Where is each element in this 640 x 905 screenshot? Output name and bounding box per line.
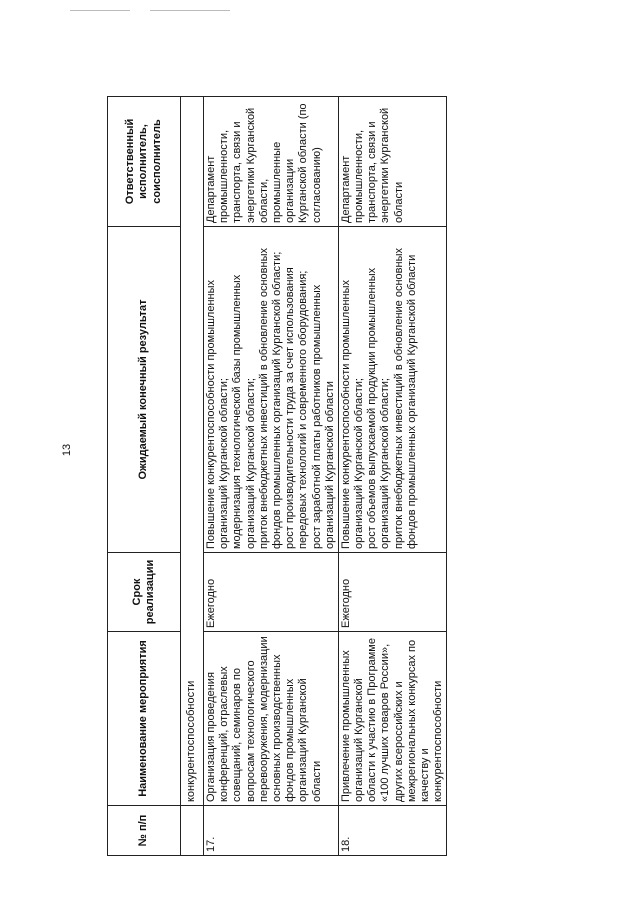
activities-table bbox=[107, 96, 447, 856]
result-line: модернизация технологической базы промышленных организаций Курганской области; bbox=[231, 274, 257, 549]
table-header-row bbox=[108, 97, 181, 856]
row-term: Ежегодно bbox=[204, 553, 339, 632]
row-number: 17. bbox=[204, 806, 339, 856]
header-name: Наименование мероприятия bbox=[108, 632, 181, 806]
header-result: Ожидаемый конечный результат bbox=[108, 227, 181, 553]
section-row bbox=[181, 97, 204, 856]
header-responsible: Ответственный исполнитель, соисполнитель bbox=[108, 97, 181, 227]
scan-mark bbox=[70, 10, 130, 11]
row-responsible: Департамент промышленности, транспорта, связи и энергетики Курганской области, промышленные организации Курганской области (по согласованию) bbox=[204, 97, 339, 227]
row-result bbox=[338, 227, 447, 553]
header-number: № п/п bbox=[108, 806, 181, 856]
table-row bbox=[338, 97, 447, 856]
result-line: приток внебюджетных инвестиций в обновление основных фондов промышленных организаций Курганской области bbox=[392, 248, 418, 549]
row-name: Организация проведения конференций, отраслевых совещаний, семинаров по вопросам технологического перевооружения, модернизации основных производственных фондов промышленных организаций Курганской области bbox=[204, 632, 339, 806]
page-number: 13 bbox=[61, 443, 73, 457]
scan-mark bbox=[150, 10, 230, 11]
row-term: Ежегодно bbox=[338, 553, 447, 632]
result-line: Повышение конкурентоспособности промышленных организаций Курганской области; bbox=[205, 279, 231, 549]
row-responsible: Департамент промышленности, транспорта, связи и энергетики Курганской области bbox=[338, 97, 447, 227]
result-line: рост производительности труда за счет использования передовых технологий и современного оборудования; bbox=[284, 267, 310, 549]
section-number-cell bbox=[181, 806, 204, 856]
row-name: Привлечение промышленных организаций Курганской области к участию в Программе «100 лучших товаров России», других всероссийских и межрегиональных конкурсах по качеству и конкурентоспособности bbox=[338, 632, 447, 806]
header-term: Срок реализации bbox=[108, 553, 181, 632]
result-line: рост объемов выпускаемой продукции промышленных организаций Курганской области; bbox=[366, 267, 392, 549]
result-line: приток внебюджетных инвестиций в обновление основных фондов промышленных организаций Курганской области; bbox=[257, 248, 283, 549]
table-row bbox=[204, 97, 339, 856]
result-line: Повышение конкурентоспособности промышленных организаций Курганской области; bbox=[339, 279, 366, 549]
section-title: конкурентоспособности bbox=[181, 97, 204, 806]
row-number: 18. bbox=[338, 806, 447, 856]
rotated-table-container bbox=[107, 97, 445, 856]
row-result bbox=[204, 227, 339, 553]
result-line: рост заработной платы работников промышленных организаций Курганской области bbox=[310, 284, 336, 549]
